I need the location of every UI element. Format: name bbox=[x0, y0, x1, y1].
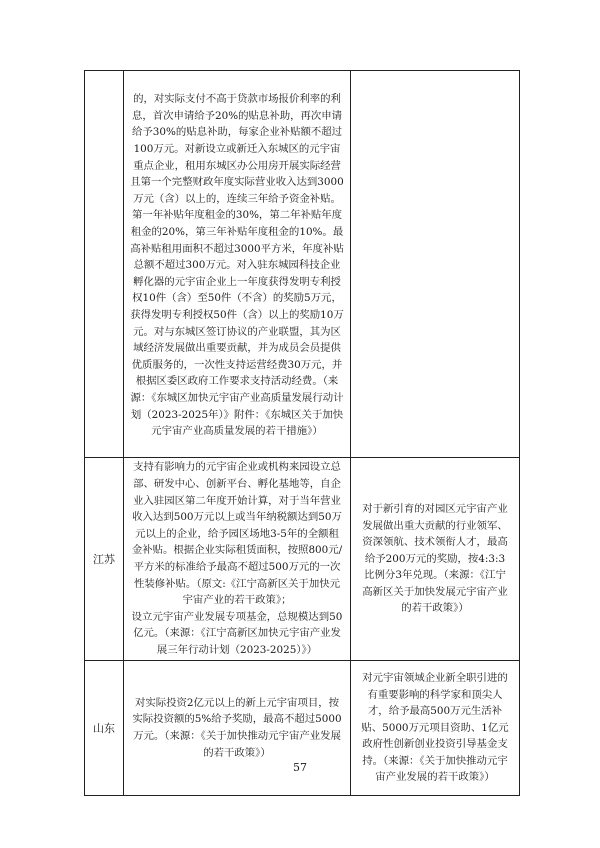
talent-policy-cell bbox=[351, 71, 520, 458]
talent-policy-cell bbox=[351, 458, 520, 661]
table-row bbox=[85, 71, 520, 458]
table-row bbox=[85, 458, 520, 661]
policy-text: 对实际投资2亿元以上的新上元宇宙项目，按实际投资额的5%给予奖励，最高不超过5000万元。（来源：《关于加快推动元宇宙产业发展的若干政策》） bbox=[132, 696, 342, 759]
region-cell bbox=[85, 71, 124, 458]
policy-cell bbox=[124, 71, 351, 458]
table-row bbox=[85, 661, 520, 796]
region-cell: 山东 bbox=[85, 661, 124, 796]
policy-text: 设立元宇宙产业发展专项基金，总规模达到50亿元。（来源：《江宁高新区加快元宇宙产业发展三年行动计划（2023-2025）》） bbox=[131, 610, 343, 656]
talent-policy-cell bbox=[351, 661, 520, 796]
region-cell: 江苏 bbox=[85, 458, 124, 661]
policy-text: 支持有影响力的元宇宙企业或机构来园设立总部、研发中心、创新平台、孵化基地等，自企业入驻园区第二年度开始计算，对于当年营业收入达到500万元以上或当年纳税额达到50万元以上的企业，给予园区场地3-5年的全额租金补贴。根据企业实际租赁面积，按照800元/平方米的标准给予最高不超过500万元的一次性装修补贴。（原文:《江宁高新区关于加快元宇宙产业的若干政策》； bbox=[131, 461, 343, 607]
policy-cell bbox=[124, 661, 351, 796]
policy-table bbox=[84, 70, 520, 796]
page-number: 57 bbox=[293, 761, 307, 774]
talent-policy-text: 对于新引育的对园区元宇宙产业发展做出重大贡献的行业领军、资深领航、技术领衔人才，最高给予200万元的奖励，按4:3:3比例分3年兑现。（来源：《江宁高新区关于加快发展元宇宙产业的若干政策》） bbox=[362, 502, 508, 615]
policy-cell bbox=[124, 458, 351, 661]
policy-text: 的，对实际支付不高于贷款市场报价利率的利息，首次申请给予20%的贴息补助，再次申请给予30%的贴息补助，每家企业补贴额不超过100万元。对新设立或新迁入东城区的元宇宙重点企业，租用东城区办公用房开展实际经营且第一个完整财政年度实际营业收入达到3000万元（含）以上的，连续三年给予资金补贴。第一年补贴年度租金的30%，第二年补贴年度租金的20%，第三年补贴年度租金的10%。最高补贴租用面积不超过3000平方米，年度补贴总额不超过300万元。对入驻东城园科技企业孵化器的元宇宙企业上一年度获得发明专利授权10件（含）至50件（不含）的奖励5万元，获得发明专利授权50件（含）以上的奖励10万元。对与东城区签订协议的产业联盟，其为区域经济发展做出重要贡献，并为成员会员提供优质服务的，一次性支持运营经费30万元，并根据区委区政府工作要求支持活动经费。（来源：《东城区加快元宇宙产业高质量发展行动计划（2023-2025年）》附件：《东城区关于加快元宇宙产业高质量发展的若干措施》） bbox=[130, 93, 344, 438]
talent-policy-text: 对元宇宙领域企业新全职引进的有重要影响的科学家和顶尖人才，给予最高500万元生活补贴、5000万元项目资助、1亿元政府性创新创业投资引导基金支持。（来源：《关于加快推动元宇宙产业发展的若干政策》） bbox=[361, 671, 509, 784]
